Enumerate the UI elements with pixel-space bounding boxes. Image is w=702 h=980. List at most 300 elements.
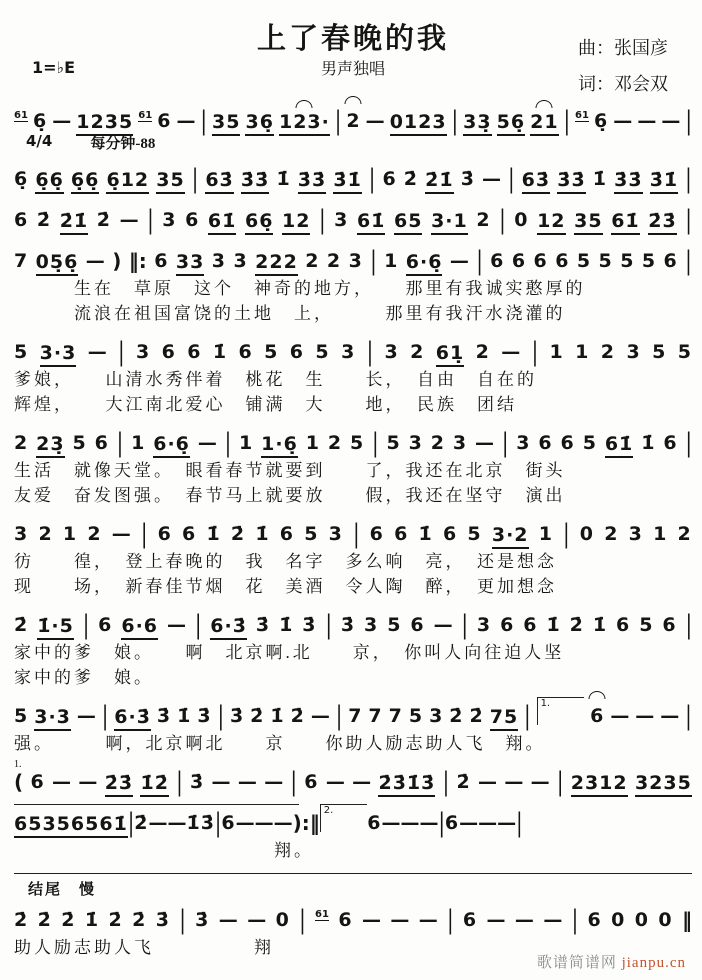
- note: 6̣6̣: [35, 168, 63, 194]
- note: 6: [462, 909, 478, 931]
- note: 2̇1̇: [425, 168, 453, 194]
- note: 3: [408, 432, 423, 454]
- music-line: [14, 242, 692, 276]
- barline: |: [685, 164, 692, 194]
- music-line: [14, 697, 692, 731]
- note: 2312: [571, 771, 628, 797]
- note: 2: [410, 341, 425, 363]
- barline: |: [442, 767, 450, 797]
- note: 6: [369, 523, 384, 545]
- music-system: [14, 242, 692, 326]
- note: 0: [579, 523, 595, 545]
- note: 3: [211, 250, 227, 272]
- note: 1̇: [212, 341, 228, 363]
- note: 2: [326, 250, 342, 272]
- note: 6̣: [32, 110, 48, 132]
- note: 2̇: [134, 812, 149, 834]
- note: 3·1: [431, 209, 468, 235]
- music-system: [14, 606, 692, 690]
- note: 5: [582, 432, 597, 454]
- note: 6: [182, 523, 197, 545]
- note: 6·3̇: [114, 705, 151, 731]
- note: 7: [348, 705, 363, 727]
- note: 5: [576, 250, 592, 272]
- note: 35: [42, 812, 70, 838]
- performance-type: 男声独唱: [320, 61, 385, 78]
- note: 6·6̣: [153, 432, 190, 458]
- lyric-line: 强。 啊，北京啊北 京 你助人励志助人飞 翔。: [14, 734, 546, 753]
- note: 3̇: [156, 705, 172, 727]
- note: 3̇3̇: [557, 168, 585, 194]
- note: 3: [429, 705, 444, 727]
- note: 6: [511, 250, 527, 272]
- barline: |: [140, 519, 148, 549]
- note: 2̇: [290, 705, 305, 727]
- note: 1: [653, 523, 668, 545]
- note: 2̇: [403, 168, 419, 190]
- note: 2̇: [449, 705, 464, 727]
- music-line: [14, 606, 692, 640]
- lyric-line: 生在 草原 这个 神奇的地方， 那里有我诚实憨厚的: [14, 279, 586, 298]
- note: 1̇: [592, 168, 608, 190]
- note: 3̇: [255, 614, 271, 636]
- duration-dash: —: [497, 812, 517, 834]
- duration-dash: —: [478, 812, 498, 834]
- note: 3̇: [200, 812, 215, 834]
- note: 3̇: [195, 909, 210, 931]
- note: 3: [341, 341, 356, 363]
- duration-dash: —: [148, 812, 168, 834]
- note: 6̣: [594, 110, 609, 132]
- note: 6: [279, 523, 294, 545]
- barline: |: [299, 905, 306, 935]
- note: 3: [364, 614, 379, 636]
- music-line: [14, 333, 692, 367]
- duration-dash: —: [418, 909, 438, 931]
- music-system: [14, 697, 692, 756]
- composer-credit: 曲：张国彦: [578, 38, 668, 58]
- duration-dash: —: [486, 909, 506, 931]
- note: 33: [176, 250, 204, 276]
- note: 61̣: [436, 341, 464, 367]
- note: 3: [162, 209, 177, 231]
- barline: |: [194, 610, 202, 640]
- note: 3: [628, 523, 643, 545]
- note: 5: [14, 341, 29, 363]
- note: 2: [14, 432, 29, 454]
- music-line: [14, 763, 692, 797]
- note: 6: [238, 341, 253, 363]
- duration-dash: —: [235, 812, 255, 834]
- note: 6: [157, 523, 172, 545]
- grace-note: 61: [138, 110, 153, 121]
- note: 61̇: [611, 209, 639, 235]
- note: 21: [530, 110, 558, 136]
- note: 12: [282, 209, 310, 235]
- duration-dash: —: [543, 909, 563, 931]
- note: 5: [72, 432, 87, 454]
- duration-dash: —: [218, 909, 238, 931]
- note: 3: [452, 432, 468, 454]
- music-system: [14, 160, 692, 194]
- duration-dash: —: [400, 812, 420, 834]
- note: 3: [14, 523, 29, 545]
- song-title: 上了春晚的我: [256, 23, 449, 55]
- music-system: [14, 515, 692, 599]
- note: 6: [500, 614, 515, 636]
- duration-dash: —: [325, 771, 345, 793]
- note: 6·6̣: [406, 250, 443, 276]
- note: 6: [338, 909, 353, 931]
- note: 6: [187, 341, 202, 363]
- music-line: [14, 901, 692, 935]
- note: 3: [233, 250, 248, 272]
- lyricist-credit: 词：邓会双: [578, 74, 668, 94]
- note: 3: [135, 341, 151, 363]
- note: 3: [348, 250, 363, 272]
- note: 5: [677, 341, 692, 363]
- note: 6·3̇: [210, 614, 247, 640]
- duration-dash: —: [361, 909, 381, 931]
- note: 1: [549, 341, 564, 363]
- barline: |: [334, 106, 342, 136]
- duration-dash: —: [254, 812, 274, 834]
- duration-dash: —: [501, 341, 521, 363]
- note: 5: [304, 523, 319, 545]
- duration-dash: —: [390, 909, 410, 931]
- volta-label: 2.: [320, 804, 368, 832]
- note: 6: [663, 432, 678, 454]
- duration-dash: —: [482, 168, 502, 190]
- header: [14, 6, 692, 100]
- note: 6̣6̣: [71, 168, 99, 194]
- note: 5: [467, 523, 482, 545]
- barline: |: [101, 701, 109, 731]
- duration-dash: —: [635, 705, 655, 727]
- barline: |: [335, 701, 343, 731]
- note: 2̇: [569, 614, 584, 636]
- note: 6: [14, 209, 29, 231]
- barline: |: [685, 701, 692, 731]
- repeat-sign: ‖: [682, 908, 692, 932]
- barline: |: [217, 701, 224, 731]
- note: 3̇: [197, 705, 212, 727]
- note: 6: [394, 523, 409, 545]
- note: 6: [538, 432, 553, 454]
- barline: |: [353, 519, 360, 549]
- note: 6: [154, 250, 169, 272]
- note: 61̇: [357, 209, 385, 235]
- tempo-text: 每分钟-88: [90, 136, 156, 152]
- duration-dash: —: [504, 771, 524, 793]
- barline: |: [118, 337, 125, 367]
- lyric-line: 家中的爹 娘。: [14, 668, 154, 687]
- duration-dash: —: [52, 110, 72, 132]
- barline: |: [685, 246, 692, 276]
- note: 1̇2̇: [140, 771, 168, 797]
- note: 61̇: [605, 432, 633, 458]
- note: 6·6: [121, 614, 158, 640]
- note: 3̇: [155, 909, 170, 931]
- note: 2̇: [14, 909, 29, 931]
- note: 6: [442, 523, 458, 545]
- note: 1̇: [177, 705, 192, 727]
- note: 2: [600, 341, 616, 363]
- barline: |: [451, 106, 459, 136]
- duration-dash: —: [613, 110, 633, 132]
- duration-dash: —: [166, 614, 186, 636]
- note: 2̇3̇1̇3̇: [378, 771, 435, 797]
- lyric-line: 流浪在祖国富饶的土地 上， 那里有我汗水浇灌的: [14, 304, 566, 323]
- duration-dash: —: [167, 812, 187, 834]
- note: 5: [639, 614, 654, 636]
- note: 7: [368, 705, 383, 727]
- note: 3235: [635, 771, 692, 797]
- note: 3̇: [302, 614, 317, 636]
- note: 6: [289, 341, 305, 363]
- note: 123·: [279, 110, 330, 136]
- grace-note: 61: [315, 909, 329, 920]
- note: 3̇3̇: [241, 168, 269, 194]
- note: 1̇: [270, 705, 285, 727]
- duration-dash: —: [247, 909, 267, 931]
- note: 1̇·5: [37, 614, 74, 640]
- note: 2̇1̇: [60, 209, 88, 235]
- music-line: [14, 160, 692, 194]
- note: 6: [410, 614, 425, 636]
- note: 1235: [76, 110, 133, 136]
- watermark-site-name: 歌谱简谱网: [536, 955, 622, 971]
- note: 7: [14, 250, 29, 272]
- repeat-sign: ‖:: [128, 249, 147, 273]
- note: 1: [575, 341, 590, 363]
- watermark-domain: jianpu.cn: [621, 955, 686, 971]
- lyric-line: 爹娘， 山清水秀伴着 桃花 生 长， 自由 自在的: [14, 370, 537, 389]
- barline: |: [368, 164, 376, 194]
- note: 6: [587, 909, 602, 931]
- barline: |: [563, 519, 570, 549]
- note: 35: [156, 168, 184, 194]
- note: 1̇: [641, 432, 656, 454]
- note: 2̇3̇: [105, 771, 133, 797]
- note: 3̇3̇: [614, 168, 642, 194]
- barline: |: [461, 610, 468, 640]
- duration-dash: —: [352, 771, 372, 793]
- note: 2: [87, 523, 102, 545]
- note: 5: [350, 432, 365, 454]
- note: 2: [327, 432, 343, 454]
- note: 5: [641, 250, 657, 272]
- note: 65: [14, 812, 42, 838]
- note: 3: [334, 209, 349, 231]
- lyric-line: 友爱 奋发图强。 春节马上就要放 假，我还在坚守 演出: [14, 486, 566, 505]
- note: 05̣6̣: [36, 250, 79, 276]
- note: 3̇: [229, 705, 245, 727]
- lyric-line: 现 场， 新春佳节烟 花 美酒 令人陶 醉， 更加想念: [14, 577, 557, 596]
- barline: |: [499, 205, 506, 235]
- note: 6: [382, 168, 397, 190]
- barline: |: [224, 428, 232, 458]
- score: [14, 102, 692, 960]
- barline: |: [438, 808, 445, 838]
- note: 63̇: [522, 168, 550, 194]
- note: 5: [408, 705, 424, 727]
- lyric-line: 家中的爹 娘。 啊 北京啊.北 京， 你叫人向往迫人坚: [14, 643, 565, 662]
- duration-dash: —: [310, 705, 330, 727]
- note: 1: [239, 432, 254, 454]
- music-system: [14, 424, 692, 508]
- note: 1̇: [592, 614, 608, 636]
- watermark: [537, 951, 686, 972]
- note: 5: [14, 705, 29, 727]
- lyric-line: 生活 就像天堂。 眼看春节就要到 了，我还在北京 街头: [14, 461, 566, 480]
- barline: |: [116, 428, 124, 458]
- note: 2: [305, 250, 320, 272]
- note: 6̣: [14, 168, 29, 190]
- barline: |: [214, 808, 222, 838]
- note: 66̣: [245, 209, 273, 235]
- duration-dash: —: [237, 771, 257, 793]
- barline: |: [685, 610, 692, 640]
- note: 1̇: [186, 812, 201, 834]
- note: 3·3: [40, 341, 77, 367]
- note: 0: [611, 909, 626, 931]
- grace-note: 61: [14, 110, 28, 121]
- note: 6̣12: [106, 168, 149, 194]
- music-system: [14, 759, 692, 797]
- lyric-line: 彷 徨， 登上春晚的 我 名字 多么响 亮， 还是想念: [14, 552, 557, 571]
- duration-dash: —: [87, 341, 107, 363]
- note: 6: [304, 771, 319, 793]
- duration-dash: —: [660, 705, 680, 727]
- duration-dash: —: [85, 250, 105, 272]
- duration-dash: —: [52, 771, 72, 793]
- barline: |: [82, 610, 90, 640]
- barline: |: [370, 246, 377, 276]
- note: 1̇: [255, 523, 270, 545]
- note: 6: [221, 812, 236, 834]
- barline: |: [325, 610, 332, 640]
- verse-number: 1.: [14, 759, 22, 770]
- note: 6: [444, 812, 460, 834]
- music-system: [14, 804, 692, 863]
- note: 0123: [390, 110, 447, 136]
- lyric-line: 翔。: [14, 841, 314, 860]
- note: 2: [346, 106, 360, 136]
- lyric-line: 辉煌， 大江南北爱心 铺满 大 地， 民族 团结: [14, 395, 517, 414]
- note: 1̇: [418, 523, 433, 545]
- note: 6: [616, 614, 631, 636]
- barline: |: [685, 205, 692, 235]
- note: 23̣: [36, 432, 64, 458]
- note: 6: [161, 341, 176, 363]
- note: 2̇: [456, 771, 471, 793]
- note: 0: [275, 909, 290, 931]
- duration-dash: —: [459, 812, 479, 834]
- music-line: [14, 424, 692, 458]
- barline: |: [524, 701, 531, 731]
- note: 1: [538, 523, 553, 545]
- music-system: [14, 102, 692, 153]
- note: 61̇: [208, 209, 236, 235]
- duration-dash: —: [119, 209, 139, 231]
- barline: |: [200, 106, 207, 136]
- duration-dash: —: [419, 812, 439, 834]
- note: 75: [490, 705, 518, 731]
- barline: |: [191, 164, 199, 194]
- note: 6: [94, 432, 109, 454]
- duration-dash: —: [610, 705, 630, 727]
- duration-dash: —: [530, 771, 550, 793]
- duration-dash: —: [449, 250, 469, 272]
- duration-dash: —: [78, 771, 98, 793]
- barline: |: [516, 808, 523, 838]
- note: 65: [394, 209, 422, 235]
- duration-dash: —: [273, 812, 293, 834]
- note: 65: [71, 812, 99, 838]
- duration-dash: —: [76, 705, 96, 727]
- music-system: [14, 201, 692, 235]
- duration-dash: —: [197, 432, 217, 454]
- note: 1̇: [206, 523, 221, 545]
- duration-dash: —: [381, 812, 401, 834]
- note: 6: [590, 701, 604, 731]
- note: 2: [677, 523, 692, 545]
- duration-dash: —: [264, 771, 284, 793]
- note: 3: [328, 523, 343, 545]
- duration-dash: —: [478, 771, 497, 793]
- note: 0: [514, 209, 529, 231]
- repeat-sign: ): [112, 249, 122, 273]
- note: 35: [574, 209, 602, 235]
- repeat-sign: ): [292, 811, 302, 835]
- barline: |: [372, 428, 379, 458]
- note: 1̇: [84, 909, 100, 931]
- barline: |: [476, 246, 483, 276]
- note: 2̇: [108, 909, 123, 931]
- note: 36̣: [245, 110, 273, 136]
- note: 2: [38, 523, 53, 545]
- note: 2: [476, 209, 491, 231]
- note: 6: [490, 250, 505, 272]
- note: 0: [634, 909, 649, 931]
- note: 6: [523, 614, 538, 636]
- note: 2̇: [61, 909, 76, 931]
- barline: |: [508, 164, 515, 194]
- note: 2: [604, 523, 619, 545]
- volta-continuation-line: [14, 804, 299, 805]
- note: 1̇: [276, 168, 291, 190]
- volta-label: 1.: [537, 697, 585, 725]
- note: 1̇: [279, 614, 294, 636]
- music-system: [14, 873, 692, 960]
- note: 2̇: [469, 705, 484, 727]
- note: 6: [185, 209, 200, 231]
- note: 1: [62, 523, 78, 545]
- repeat-sign: (: [14, 770, 24, 794]
- note: 6: [662, 614, 677, 636]
- note: 1̇: [546, 614, 561, 636]
- note: 1: [131, 432, 146, 454]
- note: 5: [315, 341, 330, 363]
- note: 5: [652, 341, 667, 363]
- note: 35: [212, 110, 240, 136]
- note: 6: [533, 250, 548, 272]
- barline: |: [501, 428, 509, 458]
- note: 6: [30, 771, 45, 793]
- duration-dash: —: [637, 110, 657, 132]
- music-line: [14, 515, 692, 549]
